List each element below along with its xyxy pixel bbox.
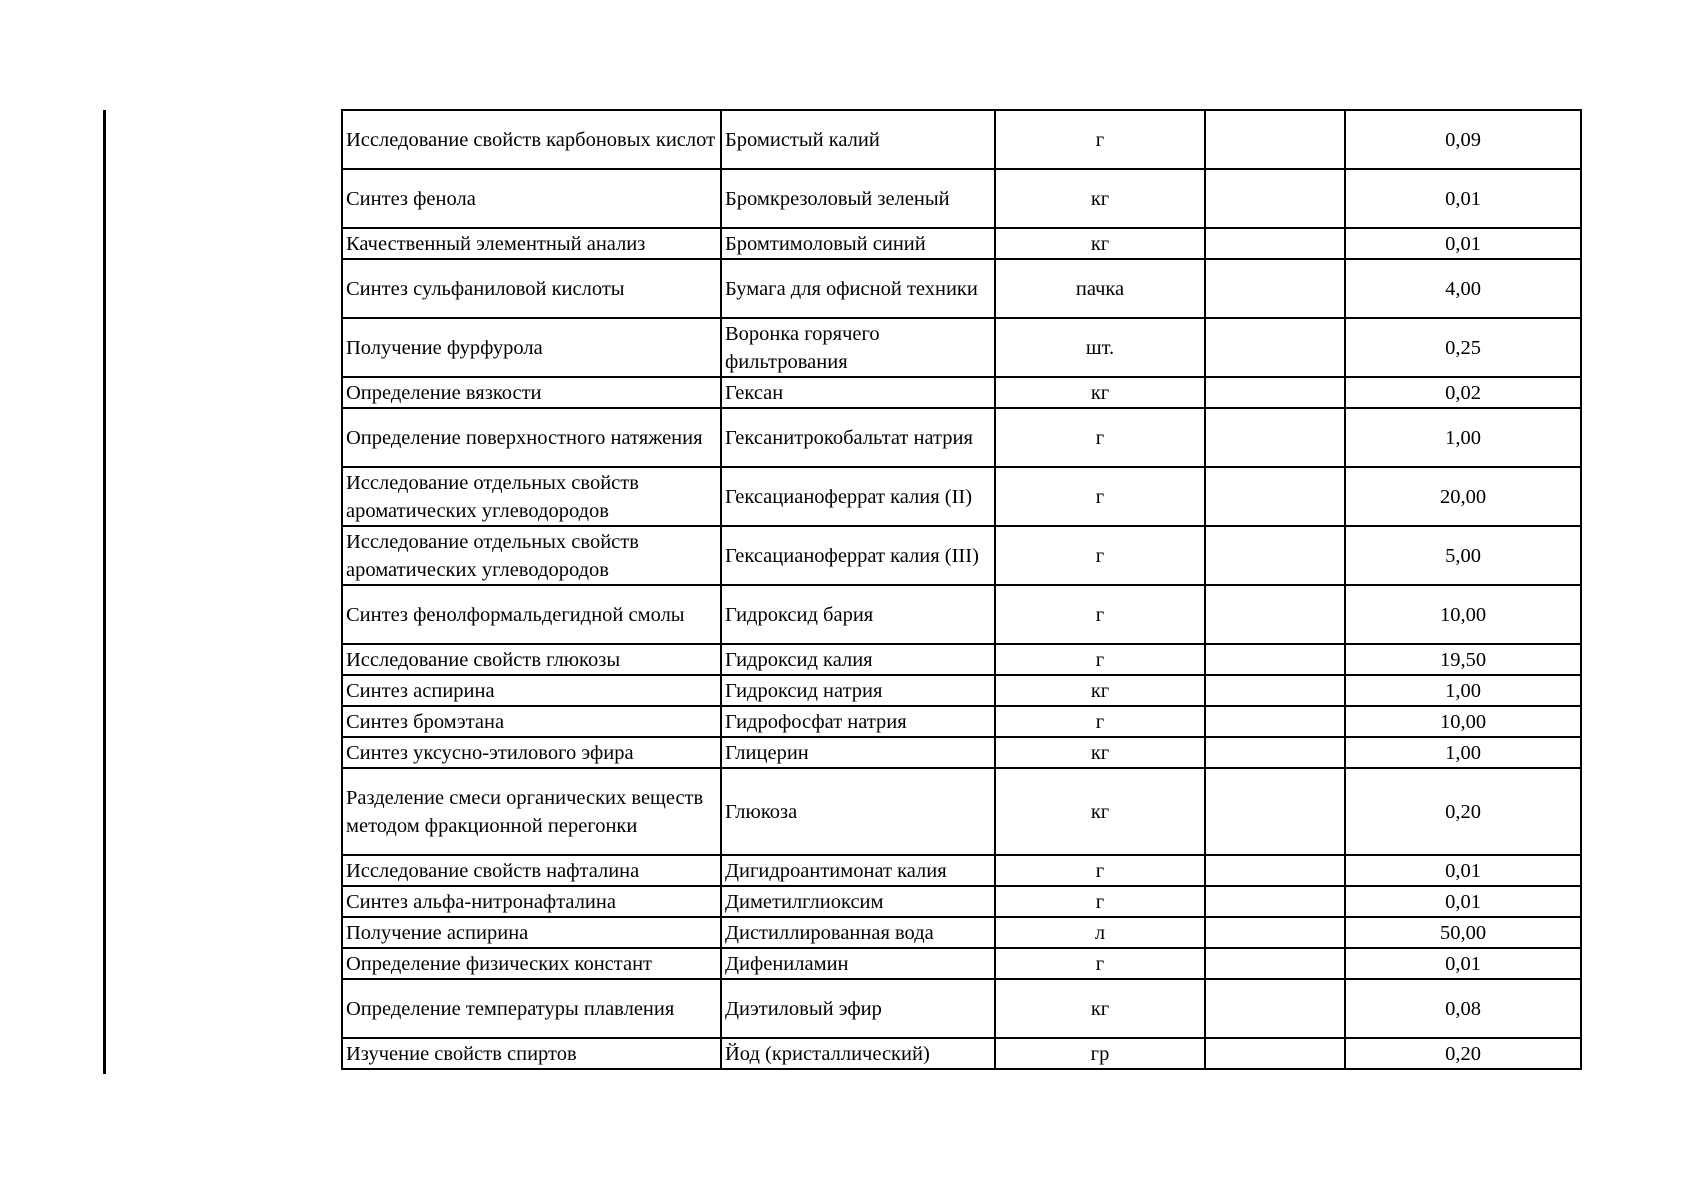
cell-unit: г [995, 110, 1205, 169]
table-row [342, 259, 1581, 318]
cell-note [1205, 737, 1345, 768]
cell-quantity: 0,01 [1345, 948, 1581, 979]
cell-material: Дистиллированная вода [721, 917, 995, 948]
cell-unit: г [995, 886, 1205, 917]
cell-unit: кг [995, 169, 1205, 228]
cell-unit: г [995, 706, 1205, 737]
cell-quantity: 0,01 [1345, 169, 1581, 228]
cell-work: Получение аспирина [342, 917, 721, 948]
cell-note [1205, 318, 1345, 377]
cell-material: Йод (кристаллический) [721, 1038, 995, 1069]
cell-work: Исследование свойств глюкозы [342, 644, 721, 675]
table-row [342, 886, 1581, 917]
cell-note [1205, 585, 1345, 644]
table-row [342, 948, 1581, 979]
cell-work: Синтез сульфаниловой кислоты [342, 259, 721, 318]
cell-unit: г [995, 644, 1205, 675]
cell-note [1205, 377, 1345, 408]
left-margin-rule [103, 110, 106, 1074]
cell-note [1205, 948, 1345, 979]
cell-note [1205, 228, 1345, 259]
table-row [342, 706, 1581, 737]
table-row [342, 318, 1581, 377]
table-row [342, 768, 1581, 855]
cell-quantity: 10,00 [1345, 706, 1581, 737]
table-row [342, 377, 1581, 408]
cell-material: Гидроксид калия [721, 644, 995, 675]
cell-note [1205, 979, 1345, 1038]
cell-work: Синтез фенолформальдегидной смолы [342, 585, 721, 644]
cell-material: Гексацианоферрат калия (III) [721, 526, 995, 585]
cell-work: Синтез бромэтана [342, 706, 721, 737]
cell-unit: гр [995, 1038, 1205, 1069]
cell-note [1205, 768, 1345, 855]
cell-material: Глицерин [721, 737, 995, 768]
cell-material: Гексанитрокобальтат натрия [721, 408, 995, 467]
cell-material: Гидроксид натрия [721, 675, 995, 706]
table-row [342, 1038, 1581, 1069]
cell-unit: кг [995, 377, 1205, 408]
cell-work: Синтез аспирина [342, 675, 721, 706]
cell-material: Бумага для офисной техники [721, 259, 995, 318]
table-row [342, 979, 1581, 1038]
table-row [342, 467, 1581, 526]
cell-note [1205, 169, 1345, 228]
table-row [342, 675, 1581, 706]
cell-material: Бромтимоловый синий [721, 228, 995, 259]
cell-quantity: 0,20 [1345, 1038, 1581, 1069]
cell-note [1205, 706, 1345, 737]
cell-work: Синтез альфа-нитронафталина [342, 886, 721, 917]
cell-note [1205, 467, 1345, 526]
cell-quantity: 0,25 [1345, 318, 1581, 377]
cell-note [1205, 259, 1345, 318]
materials-table-body [342, 110, 1581, 1069]
cell-quantity: 0,08 [1345, 979, 1581, 1038]
table-row [342, 169, 1581, 228]
cell-note [1205, 644, 1345, 675]
cell-quantity: 0,09 [1345, 110, 1581, 169]
cell-unit: кг [995, 675, 1205, 706]
cell-note [1205, 917, 1345, 948]
cell-note [1205, 675, 1345, 706]
cell-material: Диэтиловый эфир [721, 979, 995, 1038]
cell-quantity: 19,50 [1345, 644, 1581, 675]
cell-note [1205, 408, 1345, 467]
cell-unit: г [995, 467, 1205, 526]
cell-work: Разделение смеси органических веществ методом фракционной перегонки [342, 768, 721, 855]
cell-unit: пачка [995, 259, 1205, 318]
cell-work: Определение физических констант [342, 948, 721, 979]
cell-work: Исследование отдельных свойств ароматических углеводородов [342, 526, 721, 585]
cell-material: Гексан [721, 377, 995, 408]
cell-note [1205, 526, 1345, 585]
cell-quantity: 1,00 [1345, 737, 1581, 768]
cell-quantity: 0,01 [1345, 886, 1581, 917]
cell-quantity: 0,20 [1345, 768, 1581, 855]
cell-quantity: 20,00 [1345, 467, 1581, 526]
cell-unit: г [995, 948, 1205, 979]
cell-work: Изучение свойств спиртов [342, 1038, 721, 1069]
table-row [342, 585, 1581, 644]
cell-unit: шт. [995, 318, 1205, 377]
cell-material: Гексацианоферрат калия (II) [721, 467, 995, 526]
table-row [342, 526, 1581, 585]
cell-work: Определение температуры плавления [342, 979, 721, 1038]
cell-work: Синтез фенола [342, 169, 721, 228]
materials-table [341, 109, 1582, 1070]
cell-quantity: 0,02 [1345, 377, 1581, 408]
cell-work: Исследование отдельных свойств ароматических углеводородов [342, 467, 721, 526]
table-row [342, 408, 1581, 467]
cell-work: Качественный элементный анализ [342, 228, 721, 259]
cell-note [1205, 855, 1345, 886]
cell-unit: кг [995, 768, 1205, 855]
cell-unit: л [995, 917, 1205, 948]
table-row [342, 228, 1581, 259]
cell-unit: кг [995, 737, 1205, 768]
cell-unit: г [995, 408, 1205, 467]
table-row [342, 644, 1581, 675]
cell-quantity: 0,01 [1345, 228, 1581, 259]
cell-quantity: 0,01 [1345, 855, 1581, 886]
cell-note [1205, 1038, 1345, 1069]
cell-work: Исследование свойств нафталина [342, 855, 721, 886]
cell-material: Бромкрезоловый зеленый [721, 169, 995, 228]
table-row [342, 110, 1581, 169]
cell-work: Определение поверхностного натяжения [342, 408, 721, 467]
table-row [342, 855, 1581, 886]
cell-note [1205, 110, 1345, 169]
cell-material: Диметилглиоксим [721, 886, 995, 917]
cell-material: Дигидроантимонат калия [721, 855, 995, 886]
cell-work: Получение фурфурола [342, 318, 721, 377]
cell-quantity: 1,00 [1345, 408, 1581, 467]
cell-quantity: 10,00 [1345, 585, 1581, 644]
cell-material: Гидроксид бария [721, 585, 995, 644]
cell-quantity: 1,00 [1345, 675, 1581, 706]
cell-quantity: 50,00 [1345, 917, 1581, 948]
cell-quantity: 5,00 [1345, 526, 1581, 585]
cell-unit: кг [995, 228, 1205, 259]
cell-material: Глюкоза [721, 768, 995, 855]
cell-unit: г [995, 585, 1205, 644]
cell-quantity: 4,00 [1345, 259, 1581, 318]
cell-unit: г [995, 855, 1205, 886]
cell-note [1205, 886, 1345, 917]
cell-work: Исследование свойств карбоновых кислот [342, 110, 721, 169]
cell-work: Синтез уксусно-этилового эфира [342, 737, 721, 768]
cell-work: Определение вязкости [342, 377, 721, 408]
table-row [342, 917, 1581, 948]
cell-material: Воронка горячего фильтрования [721, 318, 995, 377]
cell-unit: г [995, 526, 1205, 585]
table-row [342, 737, 1581, 768]
cell-material: Гидрофосфат натрия [721, 706, 995, 737]
cell-material: Дифениламин [721, 948, 995, 979]
cell-unit: кг [995, 979, 1205, 1038]
cell-material: Бромистый калий [721, 110, 995, 169]
